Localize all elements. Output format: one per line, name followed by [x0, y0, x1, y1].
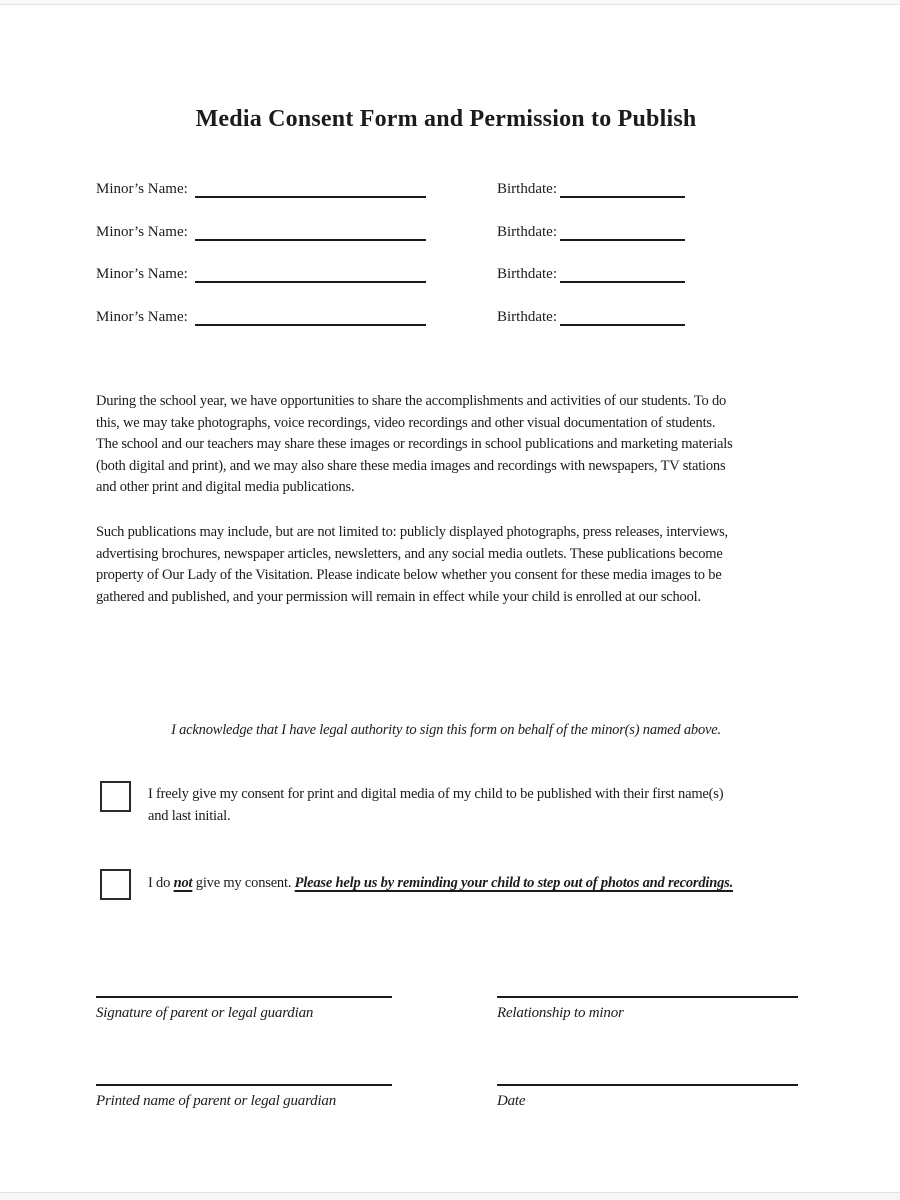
paragraph-line: (both digital and print), and we may also share these media images and recordings with newspapers, TV stations — [96, 457, 726, 474]
birthdate-field[interactable] — [560, 261, 685, 283]
signature-line[interactable] — [96, 996, 392, 998]
date-label: Date — [497, 1093, 526, 1109]
relationship-to-minor-label: Relationship to minor — [497, 1005, 624, 1021]
birthdate-field[interactable] — [560, 219, 685, 241]
page-bottom-edge — [0, 1192, 900, 1200]
intro-paragraph — [96, 391, 808, 499]
consent-option-decline — [96, 867, 856, 895]
minors-name-field[interactable] — [195, 219, 426, 241]
paragraph-line: this, we may take photographs, voice recordings, video recordings and other visual documentation of students. — [96, 414, 716, 431]
date-line[interactable] — [497, 1084, 798, 1086]
minor-info-section — [96, 174, 800, 344]
minors-name-label: Minor’s Name: — [96, 223, 188, 240]
give-consent-text — [148, 779, 856, 827]
paragraph-line: and other print and digital media publications. — [96, 479, 355, 495]
paragraph-line: property of Our Lady of the Visitation. Please indicate below whether you consent for these media images to be — [96, 567, 722, 583]
minors-name-field[interactable] — [195, 176, 426, 198]
page-top-edge — [0, 0, 900, 5]
option-line: and last initial. — [148, 807, 231, 824]
minors-name-label: Minor’s Name: — [96, 181, 188, 197]
paragraph-line: advertising brochures, newspaper articles, newsletters, and any social media outlets. These publications become — [96, 545, 723, 562]
minor-row — [96, 302, 800, 328]
paragraph-line: During the school year, we have opportunities to share the accomplishments and activities of our students. To do — [96, 393, 727, 409]
birthdate-label: Birthdate: — [497, 266, 557, 282]
minors-name-label: Minor’s Name: — [96, 308, 188, 325]
relationship-line[interactable] — [497, 996, 798, 998]
paragraph-line: Such publications may include, but are not limited to: publicly displayed photographs, press releases, interviews, — [96, 524, 728, 540]
paragraph-line: The school and our teachers may share these images or recordings in school publications and marketing materials — [96, 436, 733, 452]
minor-row — [96, 217, 800, 243]
paragraph-line: gathered and published, and your permission will remain in effect while your child is enrolled at our school. — [96, 588, 701, 605]
consent-option-give — [96, 779, 856, 827]
birthdate-field[interactable] — [560, 176, 685, 198]
minors-name-field[interactable] — [195, 261, 426, 283]
signature-of-parent-label: Signature of parent or legal guardian — [96, 1005, 314, 1021]
publications-paragraph — [96, 522, 808, 608]
birthdate-label: Birthdate: — [497, 223, 557, 240]
option-line: I freely give my consent for print and digital media of my child to be published with their first name(s) — [148, 786, 724, 802]
decline-text-part: give my consent. — [192, 875, 295, 891]
form-title: Media Consent Form and Permission to Publish — [195, 106, 697, 132]
give-consent-checkbox[interactable] — [100, 781, 131, 812]
minor-row — [96, 259, 800, 285]
birthdate-label: Birthdate: — [497, 181, 557, 197]
minors-name-field[interactable] — [195, 304, 426, 326]
minor-row — [96, 174, 800, 200]
birthdate-field[interactable] — [560, 304, 685, 326]
decline-consent-checkbox[interactable] — [100, 869, 131, 900]
birthdate-label: Birthdate: — [497, 308, 557, 325]
printed-name-label: Printed name of parent or legal guardian — [96, 1093, 337, 1109]
reminder-emphasis: Please help us by reminding your child to step out of photos and recordings. — [294, 875, 734, 891]
not-emphasis: not — [173, 875, 193, 891]
acknowledgment-text: I acknowledge that I have legal authority to sign this form on behalf of the minor(s) named above. — [171, 722, 721, 738]
decline-text-part: I do — [148, 875, 174, 891]
minors-name-label: Minor’s Name: — [96, 266, 188, 282]
decline-consent-text — [148, 867, 856, 895]
printed-name-line[interactable] — [96, 1084, 392, 1086]
